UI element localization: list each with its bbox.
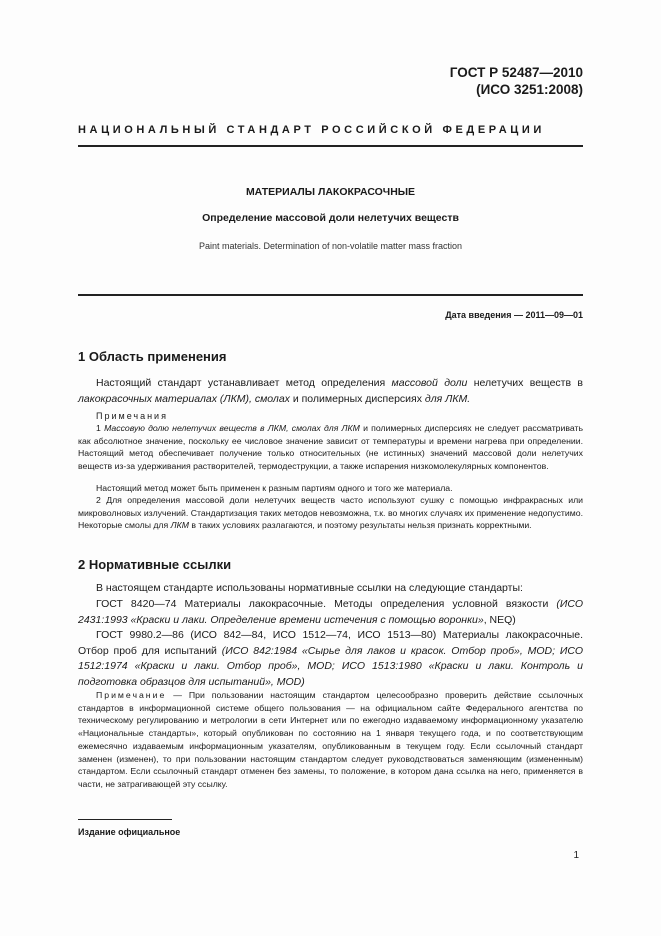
text-run: 2 Для определения массовой доли нелетучих веществ часто используют сушку с помощью инфракрасных или микроволновых излучений. Стандартизация таких методов невозможна, т.к. во многих случаях их применение недопустимо. Некоторые смолы для bbox=[78, 495, 583, 531]
note-label: Примечание bbox=[96, 690, 167, 700]
title-rule bbox=[78, 294, 583, 296]
document-title: МАТЕРИАЛЫ ЛАКОКРАСОЧНЫЕ bbox=[245, 186, 416, 198]
note-2 bbox=[78, 494, 583, 532]
text-run-italic: массовой доли bbox=[391, 377, 468, 389]
section-2-note bbox=[78, 689, 583, 791]
section-1-paragraph bbox=[78, 376, 583, 407]
page-number: 1 bbox=[573, 850, 579, 861]
standard-number-block bbox=[450, 64, 583, 98]
section-2-intro: В настоящем стандарте использованы нормативные ссылки на следующие стандарты: bbox=[96, 582, 523, 594]
document-subtitle: Определение массовой доли нелетучих веществ bbox=[202, 212, 459, 224]
text-run-italic: для ЛКМ. bbox=[424, 392, 471, 405]
footer-rule bbox=[78, 819, 172, 820]
text-run-italic: Массовую долю нелетучих веществ в ЛКМ, смолах для ЛКМ bbox=[104, 423, 360, 433]
text-run: и полимерных дисперсиях bbox=[289, 392, 425, 405]
text-run-italic: лакокрасочных материалах (ЛКМ), смолах bbox=[78, 392, 290, 405]
section-1-heading: 1 Область применения bbox=[78, 349, 227, 364]
note-1-continuation: Настоящий метод может быть применен к разным партиям одного и того же материала. bbox=[96, 483, 453, 493]
text-run: и полимерных дисперсиях не следует рассматривать как абсолютное значение, поскольку ее числовое значение зависит от температуры и времени нагрева при определении. Настоящий метод обеспечивает получение только относительных (не истинных) значений массовой доли нелетучих веществ из-за удерживания растворителей, термодеструкции, а также испарения низкомолекулярных компонентов. bbox=[78, 423, 584, 472]
text-run-italic: (ИСО 842:1984 «Сырье для лаков и красок. Отбор проб», MOD; ИСО 1512:1974 «Краски и лаки. Отбор проб», MOD; ИСО 1513:1980 «Краски и лаки. Контроль и подготовка образцов для испытаний», MOD) bbox=[78, 644, 583, 688]
text-run: ГОСТ 8420—74 Материалы лакокрасочные. Методы определения условной вязкости bbox=[96, 598, 557, 610]
text-run: 1 bbox=[96, 423, 105, 433]
national-standard-title: НАЦИОНАЛЬНЫЙ СТАНДАРТ РОССИЙСКОЙ ФЕДЕРАЦИИ bbox=[78, 124, 545, 136]
text-run: нелетучих веществ в bbox=[467, 377, 583, 389]
notes-label: Примечания bbox=[96, 411, 168, 421]
english-title: Paint materials. Determination of non-volatile matter mass fraction bbox=[198, 241, 463, 251]
text-run: ГОСТ 9980.2—86 (ИСО 842—84, ИСО 1512—74, ИСО 1513—80) Материалы лакокрасочные. Отбор проб для испытаний bbox=[78, 629, 583, 657]
header-rule bbox=[78, 145, 583, 147]
text-run: Настоящий стандарт устанавливает метод определения bbox=[96, 377, 392, 389]
reference-gost-8420 bbox=[78, 597, 583, 628]
text-run: в таких условиях разлагаются, и поэтому результаты нельзя признать корректными. bbox=[188, 520, 532, 531]
iso-reference: (ИСО 3251:2008) bbox=[476, 82, 583, 97]
text-run-italic: ЛКМ bbox=[170, 520, 189, 531]
edition-label: Издание официальное bbox=[78, 827, 181, 837]
text-run: , NEQ) bbox=[483, 613, 516, 626]
reference-gost-9980 bbox=[78, 628, 583, 690]
section-2-heading: 2 Нормативные ссылки bbox=[78, 557, 232, 572]
introduction-date: Дата введения — 2011—09—01 bbox=[445, 310, 583, 320]
text-run-italic: (ИСО 2431:1993 «Краски и лаки. Определение времени истечения с помощью воронки» bbox=[78, 598, 583, 626]
standard-number: ГОСТ Р 52487—2010 bbox=[449, 65, 583, 80]
note-1 bbox=[78, 422, 583, 473]
text-run: — При пользовании настоящим стандартом целесообразно проверить действие ссылочных стандартов в информационной системе общего пользования — на официальном сайте Федерального агентства по техническому регулированию и метрологии в сети Интернет или по ежегодно издаваемому информационному указателю «Национальные стандарты», который опубликован по состоянию на 1 января текущего года, и по соответствующим ежемесячно издаваемым информационным указателям, опубликованным в текущем году. Если ссылочный стандарт заменен (изменен), то при пользовании настоящим стандартом следует руководствоваться заменяющим (измененным) стандартом. Если ссылочный стандарт отменен без замены, то положение, в котором дана ссылка на него, применяется в части, не затрагивающей эту ссылку. bbox=[78, 690, 583, 789]
